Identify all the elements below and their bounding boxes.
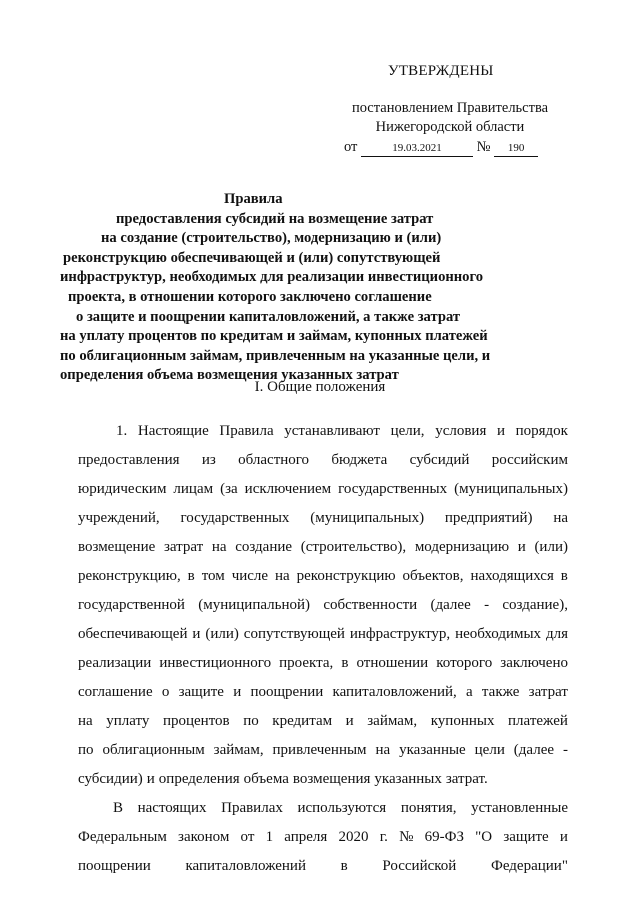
word: находящихся [470,568,554,584]
word: государственных [180,510,290,526]
word: которого [436,655,493,671]
title-line: инфраструктур, необходимых для реализации инвестиционного [60,269,484,286]
word: поощрении [250,684,324,700]
title-line: на уплату процентов по кредитам и займам, купонных платежей [60,328,488,345]
word: (или) [205,626,239,642]
word: затрат [163,539,204,555]
word: Правила [219,423,274,439]
word: для [545,626,568,642]
word: платежей [508,713,568,729]
word: 1. [116,423,128,439]
body-line [78,852,568,881]
word: российским [491,452,568,468]
word: защите [503,829,549,845]
word: реконструкцию [296,568,396,584]
word: предприятий) [444,510,533,526]
word: модернизацию [414,539,510,555]
word: "О [475,829,493,845]
word: соглашение [78,684,153,700]
approval-date: 19.03.2021 [361,141,473,157]
word: определения [158,771,240,787]
word: (строительство), [300,539,407,555]
word: купонных [430,713,495,729]
word: сопутствующей [243,626,345,642]
word: на [211,539,227,555]
word: областного [238,452,310,468]
word: объектов, [402,568,464,584]
body-line [78,591,568,620]
word: создание), [502,597,568,613]
word: В [113,800,124,816]
body-line [78,417,568,446]
body-line [78,678,568,707]
word: объема [243,771,289,787]
word: на [78,713,93,729]
word: также [481,684,520,700]
section-heading: I. Общие положения [254,379,386,395]
body-line [78,562,568,591]
word: и [233,684,242,700]
word: собственности [323,597,418,613]
word: в [340,858,348,874]
approval-date-line [344,138,538,157]
word: Правилах [221,800,283,816]
word: облигационным [102,742,205,758]
document-body [78,417,568,881]
word: лицам [173,481,214,497]
word: условия [435,423,487,439]
word: отношении [356,655,429,671]
word: (за [220,481,238,497]
approval-number: 190 [494,141,538,157]
body-line [78,475,568,504]
approval-stamp: УТВЕРЖДЕНЫ [388,63,494,79]
word: том [201,568,225,584]
word: и [496,423,505,439]
word: г. [379,829,388,845]
word: из [201,452,216,468]
word: бюджета [331,452,388,468]
word: указанные [399,742,466,758]
number-sign: № [476,139,491,155]
word: субсидий [409,452,470,468]
body-line [78,707,568,736]
word: от [240,829,255,845]
word: № [399,829,414,845]
word: поощрении [78,858,151,874]
word: по [78,742,94,758]
word: исключением [244,481,332,497]
word: на [375,742,391,758]
word: (муниципальных) [454,481,568,497]
word: возмещения [292,771,371,787]
word: (далее [430,597,471,613]
body-line [78,765,568,794]
word: уплату [106,713,150,729]
body-line [78,533,568,562]
word: инвестиционного [159,655,272,671]
approval-org-line-1: постановлением Правительства [351,100,549,116]
word: (или) [534,539,568,555]
word: (далее [513,742,555,758]
word: цели [474,742,505,758]
word: реконструкцию, [78,568,181,584]
word: кредитам [272,713,333,729]
body-line [78,620,568,649]
word: и [146,771,155,787]
title-line: реконструкцию обеспечивающей и (или) сопутствующей [63,249,441,266]
word: и [192,626,201,642]
word: и [517,539,526,555]
word: Российской [382,858,457,874]
title-line: предоставления субсидий на возмещение затрат [116,210,434,227]
title-line: по облигационным займам, привлеченным на указанные цели, и [60,347,491,364]
word: возмещение [78,539,156,555]
word: 69-ФЗ [424,829,464,845]
word: займам, [213,742,264,758]
word: понятия, [400,800,457,816]
word: предоставления [78,452,180,468]
word: займам, [367,713,418,729]
document-title [60,190,590,386]
word: инфраструктур, [349,626,451,642]
word: - [484,597,490,613]
body-line [78,823,568,852]
word: процентов [162,713,230,729]
word: цели, [390,423,425,439]
word: в [341,655,349,671]
word: государственной [78,597,185,613]
word: затрат. [445,771,488,787]
body-line [78,649,568,678]
word: (муниципальных) [310,510,425,526]
word: Федерации" [490,858,568,874]
title-line: определения объема возмещения указанных затрат [60,367,399,384]
word: необходимых [455,626,542,642]
word: Настоящие [137,423,209,439]
word: затрат [528,684,568,700]
word: на [275,568,290,584]
word: учреждений, [78,510,160,526]
body-line [78,504,568,533]
body-line [78,794,568,823]
word: законом [178,829,230,845]
word: числе [231,568,269,584]
word: настоящих [137,800,207,816]
word: порядок [515,423,568,439]
word: на [553,510,568,526]
title-line: на создание (строительство), модернизацию и (или) [101,230,442,247]
word: Федеральным [78,829,167,845]
word: создание [235,539,293,555]
word: указанных [374,771,442,787]
word: 1 [265,829,274,845]
word: субсидии) [78,771,143,787]
word: о [161,684,170,700]
word: капиталовложений, [332,684,457,700]
word: капиталовложений [185,858,306,874]
word: апреля [284,829,328,845]
title-line: Правила [224,191,283,207]
word: обеспечивающей [78,626,188,642]
word: устанавливают [284,423,380,439]
word: проекта, [279,655,334,671]
word: реализации [78,655,152,671]
word: в [560,568,568,584]
word: привлеченным [272,742,367,758]
word: заключено [500,655,568,671]
date-prefix: от [344,139,358,155]
word: - [562,742,568,758]
title-line: проекта, в отношении которого заключено соглашение [68,288,432,305]
word: 2020 [338,829,369,845]
word: установленные [471,800,568,816]
word: и [559,829,568,845]
word: по [243,713,259,729]
word: защите [178,684,224,700]
word: государственных [338,481,448,497]
approval-org-line-2: Нижегородской области [375,119,525,135]
body-line [78,736,568,765]
word: используются [297,800,387,816]
word: (муниципальной) [198,597,311,613]
title-line: о защите и поощрении капиталовложений, а также затрат [76,308,461,325]
word: в [187,568,195,584]
word: и [345,713,354,729]
word: а [466,684,473,700]
body-line [78,446,568,475]
word: юридическим [78,481,167,497]
